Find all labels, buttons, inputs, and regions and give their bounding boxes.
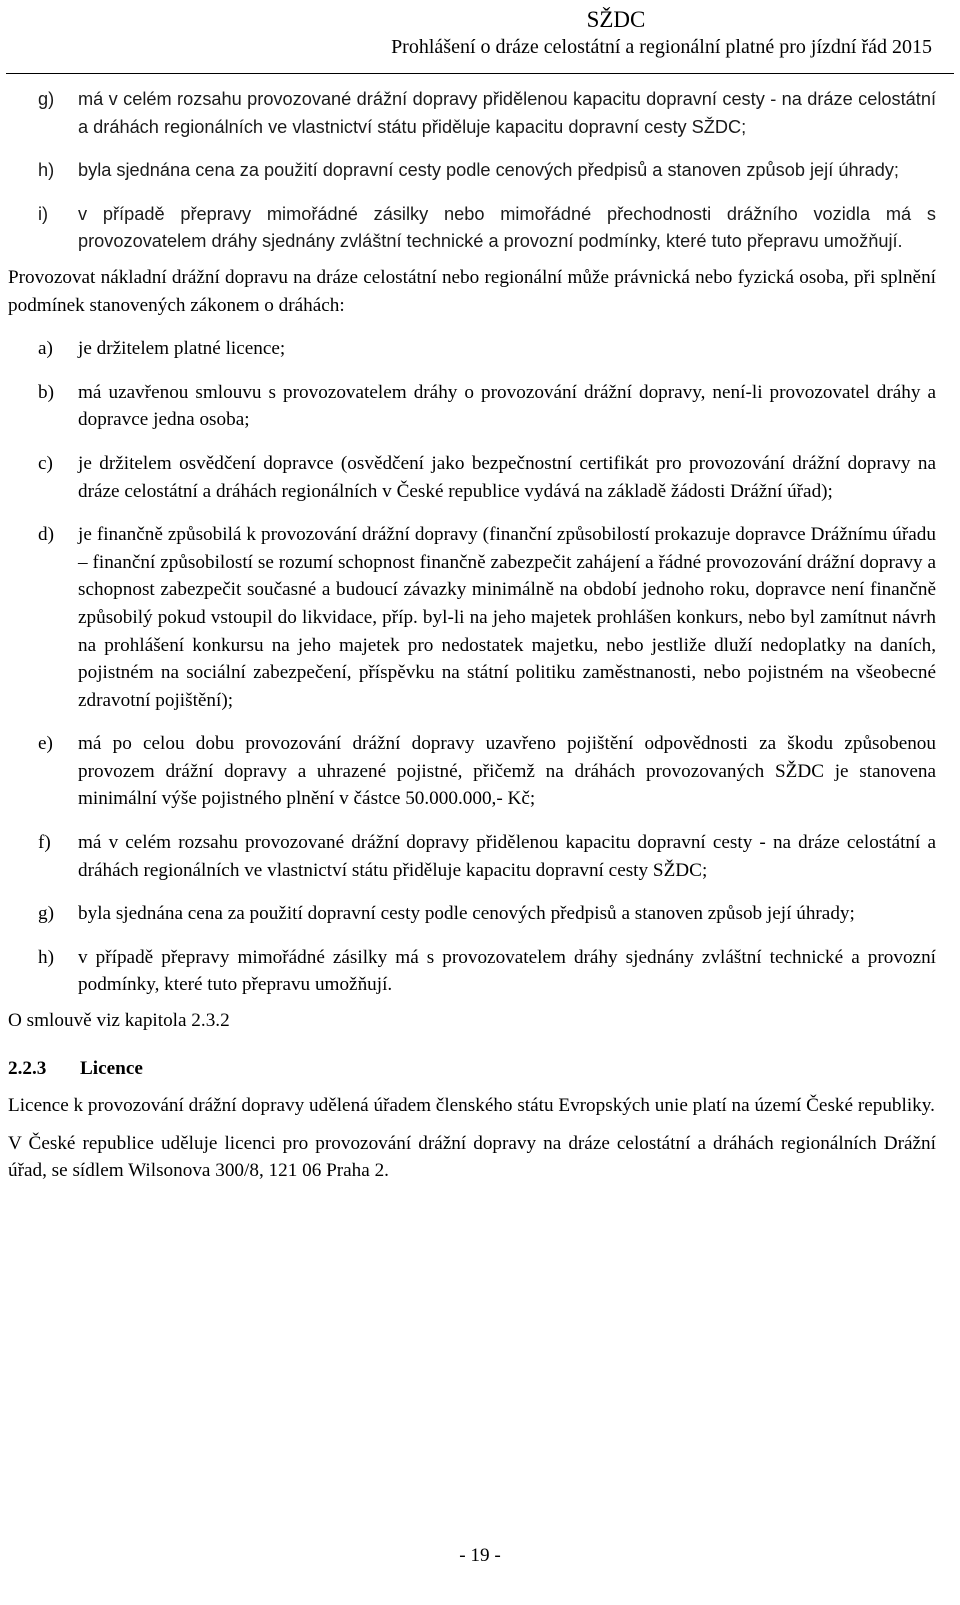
document-body (8, 86, 936, 1201)
list-marker: c) (38, 452, 53, 474)
section-heading (8, 1055, 936, 1083)
list-item-text: v případě přepravy mimořádné zásilky nebo mimořádné přechodnosti drážního vozidla má s provozovatelem dráhy sjednány zvláštní technické a provozní podmínky, které tuto přepravu umožňují. (78, 203, 936, 252)
list-item-text: má v celém rozsahu provozované drážní dopravy přidělenou kapacitu dopravní cesty - na dráze celostátní a dráhách regionálních ve vlastnictví státu přiděluje kapacitu dopravní cesty SŽDC; (78, 832, 936, 881)
section-title: Licence (80, 1057, 143, 1079)
list-item (8, 829, 936, 884)
page-header (0, 6, 960, 60)
list-marker: d) (38, 524, 54, 546)
list-marker: g) (38, 903, 54, 925)
list-top (8, 86, 936, 256)
page-number: - 19 - (459, 1545, 501, 1566)
list-item-text: byla sjednána cena za použití dopravní cesty podle cenových předpisů a stanoven způsob její úhrady; (78, 160, 899, 181)
list-marker: h) (38, 946, 54, 968)
list-main (8, 335, 936, 999)
list-item (8, 86, 936, 141)
section-number: 2.2.3 (8, 1057, 47, 1079)
list-item-text: je držitelem platné licence; (78, 338, 286, 360)
intro-paragraph: Provozovat nákladní drážní dopravu na dráze celostátní nebo regionální může právnická nebo fyzická osoba, při splnění podmínek stanovených zákonem o dráhách: (8, 266, 936, 316)
list-item-text: byla sjednána cena za použití dopravní cesty podle cenových předpisů a stanoven způsob její úhrady; (78, 903, 855, 925)
list-item (8, 944, 936, 999)
list-item (8, 379, 936, 434)
header-divider (6, 73, 954, 74)
list-item-text: je držitelem osvědčení dopravce (osvědčení jako bezpečnostní certifikát pro provozování drážní dopravy na dráze celostátní a dráhách regionálních v České republice vydává na základě žádosti Drážní úřad); (78, 452, 936, 502)
list-item (8, 157, 936, 185)
list-item (8, 900, 936, 928)
document-subtitle: Prohlášení o dráze celostátní a regionální platné pro jízdní řád 2015 (391, 36, 932, 58)
list-item (8, 450, 936, 505)
list-item (8, 730, 936, 813)
list-item-text: v případě přepravy mimořádné zásilky má s provozovatelem dráhy sjednány zvláštní technické a provozní podmínky, které tuto přepravu umožňují. (78, 946, 936, 996)
list-item (8, 201, 936, 256)
list-marker: g) (38, 89, 55, 109)
list-item-text: má po celou dobu provozování drážní dopravy uzavřeno pojištění odpovědnosti za škodu způsobenou provozem drážní dopravy a uhrazené pojistné, přičemž na dráhách provozovaných SŽDC je stanovena minimální výše pojistného plnění v částce 50.000.000,- Kč; (78, 733, 936, 810)
list-item-text: má v celém rozsahu provozované drážní dopravy přidělenou kapacitu dopravní cesty - na dráze celostátní a dráhách regionálních ve vlastnictví státu přiděluje kapacitu dopravní cesty SŽDC; (78, 89, 936, 137)
list-item (8, 521, 936, 714)
section-paragraph: Licence k provozování drážní dopravy udělená úřadem členského státu Evropských unie platí na území České republiky. (8, 1095, 935, 1117)
list-marker: i) (38, 203, 49, 224)
list-item (8, 335, 936, 363)
section-paragraph: V České republice uděluje licenci pro provozování drážní dopravy na dráze celostátní a dráhách regionálních Drážní úřad, se sídlem Wilsonova 300/8, 121 06 Praha 2. (8, 1132, 936, 1182)
contract-note: O smlouvě viz kapitola 2.3.2 (8, 1010, 230, 1032)
list-marker: b) (38, 381, 54, 403)
organization-name: SŽDC (586, 7, 646, 32)
list-marker: f) (38, 832, 51, 854)
list-item-text: má uzavřenou smlouvu s provozovatelem dráhy o provozování drážní dopravy, není-li provozovatel dráhy a dopravce jedna osoba; (78, 381, 936, 431)
list-marker: a) (38, 338, 53, 360)
list-marker: h) (38, 160, 55, 181)
list-marker: e) (38, 733, 53, 755)
list-item-text: je finančně způsobilá k provozování drážní dopravy (finanční způsobilostí prokazuje dopravce Drážnímu úřadu – finanční způsobilostí se rozumí schopnost finančně zabezpečit zahájení a řádné provozování drážní dopravy a schopnost zabezpečit současné a budoucí závazky minimálně na období jednoho roku, dopravce není finančně způsobilý pokud vstoupil do likvidace, příp. byl-li na jeho majetek prohlášen konkurs, nebo byl zamítnut návrh na prohlášení konkursu na jeho majetek pro nedostatek majetku, nebo jestliže dluží nedoplatky na daních, pojistném na sociální zabezpečení, příspěvku na státní politiku zaměstnanosti, nebo pojistném na všeobecné zdravotní pojištění); (78, 524, 936, 711)
